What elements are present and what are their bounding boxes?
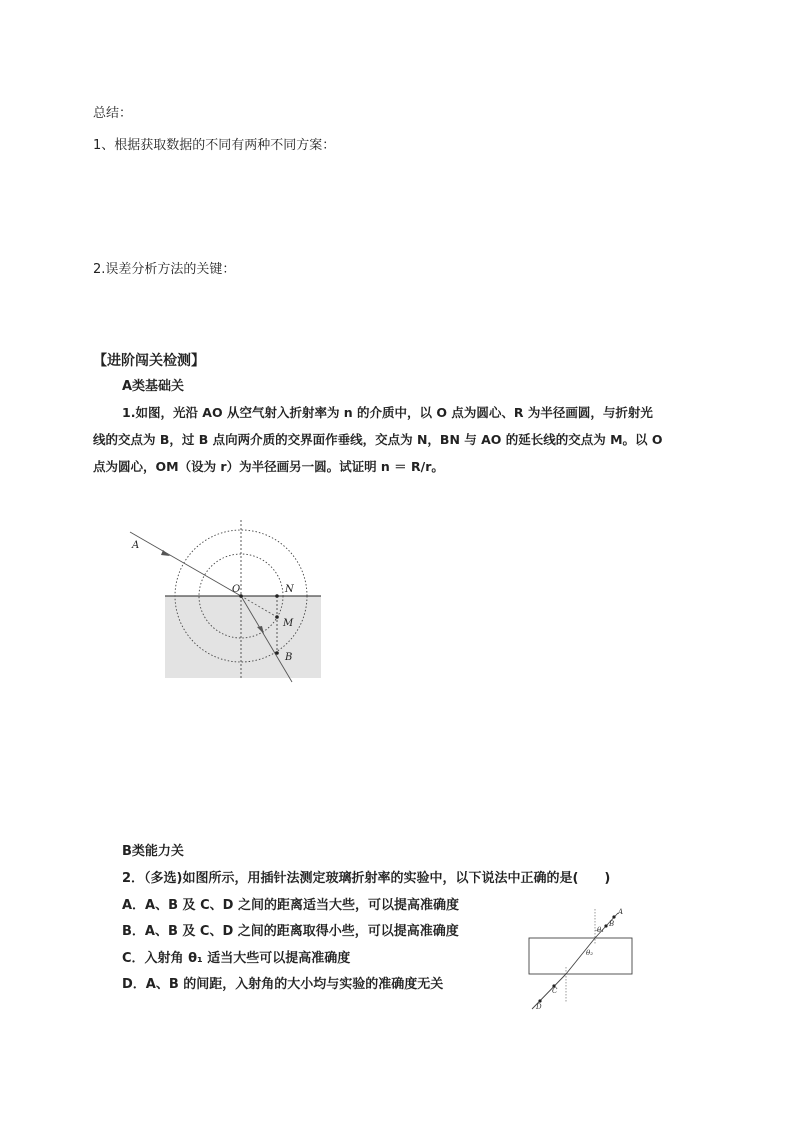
category-a: A类基础关 — [122, 379, 185, 394]
label-B: B — [285, 652, 293, 663]
pin-A — [612, 915, 615, 918]
label-A: A — [132, 540, 140, 551]
pin-B — [604, 924, 607, 927]
glass-refraction-figure — [520, 905, 642, 1015]
label-D2: D — [536, 1003, 542, 1011]
label-theta1: θ₁ — [597, 926, 605, 934]
q2-option-b[interactable]: B．A、B 及 C、D 之间的距离取得小些，可以提高准确度 — [122, 924, 459, 939]
label-theta2: θ₂ — [586, 949, 594, 957]
summary-item-2: 2.误差分析方法的关键： — [93, 262, 236, 277]
q2-stem: 2．（多选)如图所示，用插针法测定玻璃折射率的实验中，以下说法中正确的是( ) — [122, 871, 611, 886]
category-b: B类能力关 — [122, 844, 184, 859]
medium-region — [165, 596, 321, 678]
q2-option-a[interactable]: A．A、B 及 C、D 之间的距离适当大些，可以提高准确度 — [122, 898, 459, 913]
summary-item-1: 1、根据获取数据的不同有两种不同方案： — [93, 138, 336, 153]
q2-option-d[interactable]: D．A、B 的间距，入射角的大小均与实验的准确度无关 — [122, 977, 444, 992]
section-title: 【进阶闯关检测】 — [93, 353, 205, 369]
label-A2: A — [618, 908, 624, 916]
label-C2: C — [552, 987, 558, 995]
point-B — [275, 651, 279, 655]
q2-option-c[interactable]: C．入射角 θ₁ 适当大些可以提高准确度 — [122, 951, 351, 966]
refraction-circle-figure — [120, 510, 340, 690]
label-B2: B — [609, 920, 615, 928]
q1-line-2: 线的交点为 B，过 B 点向两介质的交界面作垂线，交点为 N，BN 与 AO 的延长线的交点为 M。以 O — [93, 432, 663, 447]
point-M — [275, 615, 279, 619]
incident-ray-AO — [130, 532, 241, 596]
label-O: O — [232, 584, 241, 595]
label-M: M — [283, 618, 294, 629]
summary-heading: 总结： — [93, 106, 133, 121]
q1-line-1: 1.如图，光沿 AO 从空气射入折射率为 n 的介质中，以 O 点为圆心、R 为半径画圆，与折射光 — [122, 405, 653, 420]
point-N — [275, 594, 279, 598]
q1-line-3: 点为圆心，OM（设为 r）为半径画另一圆。试证明 n ＝ R/r。 — [93, 459, 444, 474]
label-N: N — [285, 584, 294, 595]
